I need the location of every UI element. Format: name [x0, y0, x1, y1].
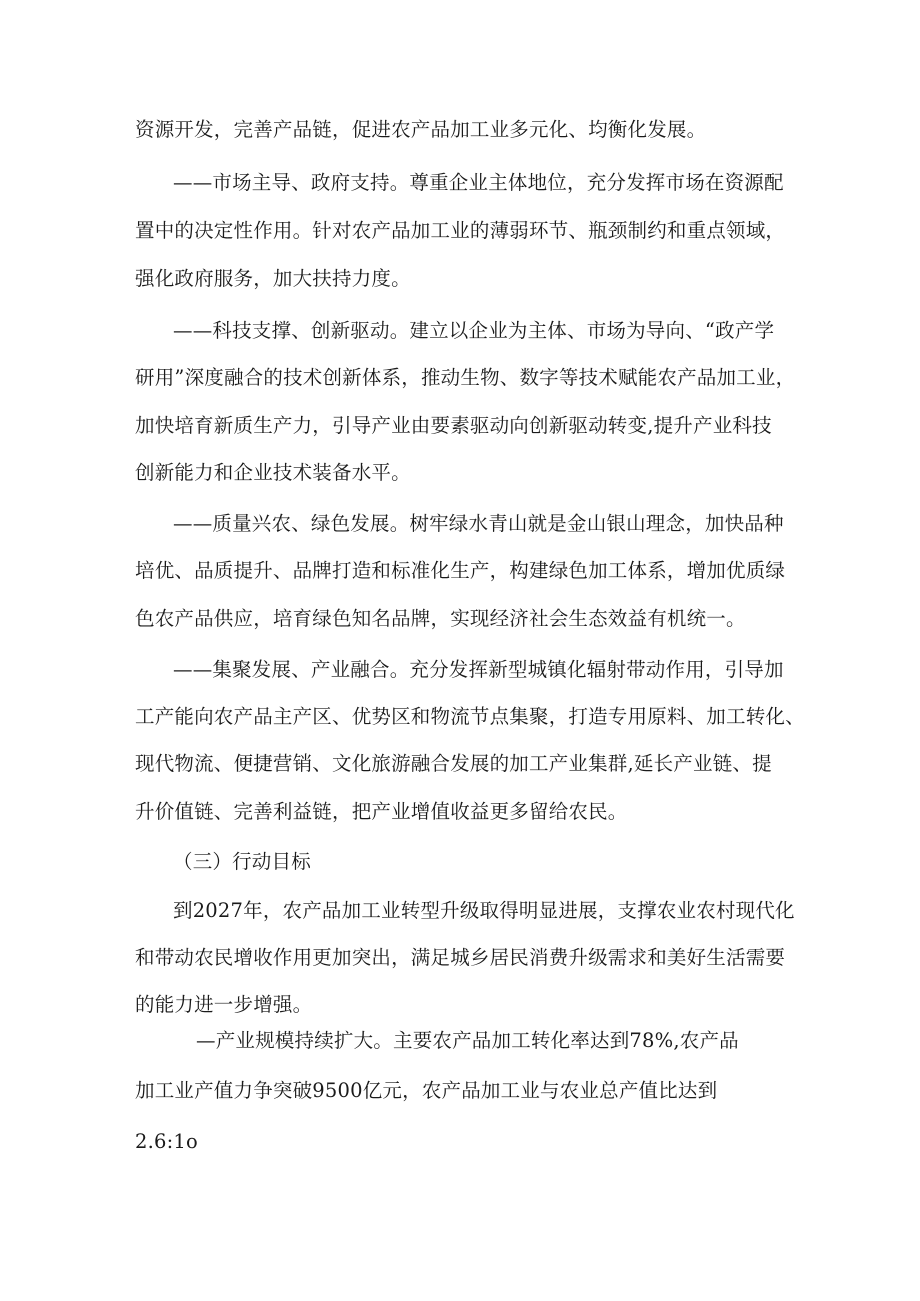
paragraph-line: 置中的决定性作用。针对农产品加工业的薄弱环节、瓶颈制约和重点领域，	[135, 219, 786, 242]
paragraph-line: 资源开发，完善产品链，促进农产品加工业多元化、均衡化发展。	[135, 118, 707, 141]
principle-market-line: ——市场主导、政府支持。尊重企业主体地位，充分发挥市场在资源配	[173, 171, 784, 194]
goal-intro-line: 到2027年，农产品加工业转型升级取得明显进展，支撑农业农村现代化	[173, 899, 795, 922]
goal-scale-line: —产业规模持续扩大。主要农产品加工转化率达到78%,农产品	[196, 1029, 739, 1052]
paragraph-line: 色农产品供应，培育绿色知名品牌，实现经济社会生态效益有机统一。	[135, 607, 746, 630]
paragraph-line: 的能力进一步增强。	[135, 993, 313, 1016]
paragraph-line: 工产能向农产品主产区、优势区和物流节点集聚，打造专用原料、加工转化、	[135, 705, 805, 728]
paragraph-line: 现代物流、便捷营销、文化旅游融合发展的加工产业集群,延长产业链、提	[135, 752, 772, 775]
paragraph-line: 加快培育新质生产力，引导产业由要素驱动向创新驱动转变,提升产业科技	[135, 414, 772, 437]
principle-cluster-line: ——集聚发展、产业融合。充分发挥新型城镇化辐射带动作用，引导加	[173, 658, 784, 681]
principle-quality-line: ——质量兴农、绿色发展。树牢绿水青山就是金山银山理念，加快品种	[173, 512, 784, 535]
paragraph-line: 培优、品质提升、品牌打造和标准化生产，构建绿色加工体系，增加优质绿	[135, 559, 786, 582]
paragraph-line: 加工业产值力争突破9500亿元，农产品加工业与农业总产值比达到	[135, 1079, 718, 1102]
principle-tech-line: ——科技支撑、创新驱动。建立以企业为主体、市场为导向、“政产学	[173, 319, 775, 342]
section-heading: （三）行动目标	[173, 850, 311, 873]
paragraph-line: 2.6:1o	[135, 1130, 198, 1153]
paragraph-line: 升价值链、完善利益链，把产业增值收益更多留给农民。	[135, 800, 628, 823]
paragraph-line: 研用”深度融合的技术创新体系，推动生物、数字等技术赋能农产品加工业，	[135, 366, 796, 389]
paragraph-line: 强化政府服务，加大扶持力度。	[135, 267, 411, 290]
paragraph-line: 创新能力和企业技术装备水平。	[135, 461, 411, 484]
paragraph-line: 和带动农民增收作用更加突出，满足城乡居民消费升级需求和美好生活需要	[135, 946, 786, 969]
